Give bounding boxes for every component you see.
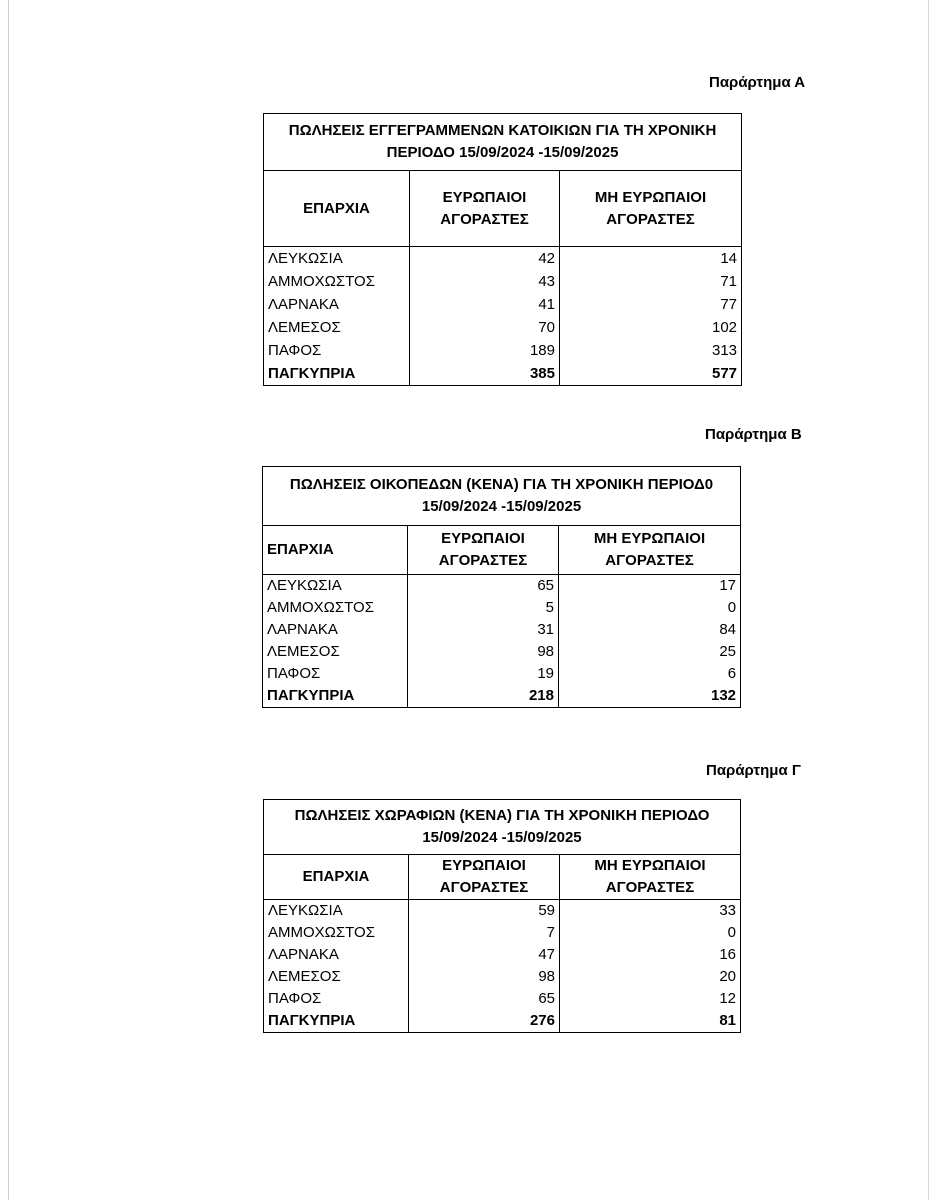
eu-count-cell: 98 <box>409 966 560 988</box>
eu-count-cell: 19 <box>408 663 559 685</box>
annex-c-label: Παράρτημα Γ <box>706 762 801 779</box>
district-cell: ΑΜΜΟΧΩΣΤΟΣ <box>264 270 410 293</box>
column-header-eu-buyers: ΕΥΡΩΠΑΙΟΙ ΑΓΟΡΑΣΤΕΣ <box>409 855 560 900</box>
annex-c-table <box>263 799 741 1033</box>
column-header-district: ΕΠΑΡΧΙΑ <box>264 855 409 900</box>
district-cell: ΛΕΥΚΩΣΙΑ <box>264 247 410 271</box>
annex-a-title: ΠΩΛΗΣΕΙΣ ΕΓΓΕΓΡΑΜΜΕΝΩΝ ΚΑΤΟΙΚΙΩΝ ΓΙΑ ΤΗ ΧΡΟΝΙΚΗ ΠΕΡΙΟΔΟ 15/09/2024 -15/09/2025 <box>264 114 742 171</box>
eu-count-cell: 65 <box>408 575 559 598</box>
eu-count-cell: 7 <box>409 922 560 944</box>
district-cell: ΠΑΦΟΣ <box>264 988 409 1010</box>
eu-count-cell: 43 <box>410 270 560 293</box>
non-eu-count-cell: 0 <box>559 597 741 619</box>
column-header-eu-buyers: ΕΥΡΩΠΑΙΟΙ ΑΓΟΡΑΣΤΕΣ <box>410 171 560 247</box>
non-eu-count-cell: 14 <box>560 247 742 271</box>
table-row <box>264 316 742 339</box>
non-eu-count-cell: 33 <box>560 900 741 923</box>
eu-count-cell: 70 <box>410 316 560 339</box>
eu-count-cell: 31 <box>408 619 559 641</box>
table-title-row <box>263 467 741 526</box>
total-non-eu-cell: 81 <box>560 1010 741 1033</box>
column-header-non-eu-buyers: ΜΗ ΕΥΡΩΠΑΙΟΙ ΑΓΟΡΑΣΤΕΣ <box>560 855 741 900</box>
column-header-non-eu-buyers: ΜΗ ΕΥΡΩΠΑΙΟΙ ΑΓΟΡΑΣΤΕΣ <box>560 171 742 247</box>
table-row <box>263 619 741 641</box>
non-eu-count-cell: 313 <box>560 339 742 362</box>
annex-a-table <box>263 113 742 386</box>
district-cell: ΑΜΜΟΧΩΣΤΟΣ <box>263 597 408 619</box>
total-eu-cell: 385 <box>410 362 560 386</box>
district-cell: ΛΕΥΚΩΣΙΑ <box>263 575 408 598</box>
table-row <box>264 247 742 271</box>
total-label-cell: ΠΑΓΚΥΠΡΙΑ <box>263 685 408 708</box>
eu-count-cell: 189 <box>410 339 560 362</box>
eu-count-cell: 65 <box>409 988 560 1010</box>
column-header-eu-buyers: ΕΥΡΩΠΑΙΟΙ ΑΓΟΡΑΣΤΕΣ <box>408 526 559 575</box>
table-row <box>264 270 742 293</box>
non-eu-count-cell: 0 <box>560 922 741 944</box>
table-row <box>263 575 741 598</box>
district-cell: ΛΕΜΕΣΟΣ <box>263 641 408 663</box>
table-header-row <box>264 171 742 247</box>
table-row <box>264 293 742 316</box>
table-total-row <box>264 362 742 386</box>
table-header-row <box>263 526 741 575</box>
table-title-row <box>264 114 742 171</box>
annex-b-label: Παράρτημα Β <box>705 426 802 443</box>
non-eu-count-cell: 71 <box>560 270 742 293</box>
non-eu-count-cell: 17 <box>559 575 741 598</box>
non-eu-count-cell: 77 <box>560 293 742 316</box>
table-row <box>263 597 741 619</box>
table-row <box>264 922 741 944</box>
district-cell: ΛΕΜΕΣΟΣ <box>264 316 410 339</box>
district-cell: ΠΑΦΟΣ <box>263 663 408 685</box>
eu-count-cell: 5 <box>408 597 559 619</box>
total-label-cell: ΠΑΓΚΥΠΡΙΑ <box>264 362 410 386</box>
district-cell: ΛΕΥΚΩΣΙΑ <box>264 900 409 923</box>
column-header-non-eu-buyers: ΜΗ ΕΥΡΩΠΑΙΟΙ ΑΓΟΡΑΣΤΕΣ <box>559 526 741 575</box>
annex-b-table <box>262 466 741 708</box>
district-cell: ΛΑΡΝΑΚΑ <box>263 619 408 641</box>
district-cell: ΑΜΜΟΧΩΣΤΟΣ <box>264 922 409 944</box>
table-row <box>263 641 741 663</box>
total-eu-cell: 276 <box>409 1010 560 1033</box>
table-row <box>264 339 742 362</box>
table-row <box>264 944 741 966</box>
eu-count-cell: 41 <box>410 293 560 316</box>
total-eu-cell: 218 <box>408 685 559 708</box>
eu-count-cell: 59 <box>409 900 560 923</box>
non-eu-count-cell: 84 <box>559 619 741 641</box>
non-eu-count-cell: 20 <box>560 966 741 988</box>
annex-b-title: ΠΩΛΗΣΕΙΣ ΟΙΚΟΠΕΔΩΝ (ΚΕΝΑ) ΓΙΑ ΤΗ ΧΡΟΝΙΚΗ ΠΕΡΙΟΔ0 15/09/2024 -15/09/2025 <box>263 467 741 526</box>
non-eu-count-cell: 102 <box>560 316 742 339</box>
annex-a-label: Παράρτημα Α <box>709 74 806 91</box>
table-header-row <box>264 855 741 900</box>
table-row <box>263 663 741 685</box>
table-row <box>264 966 741 988</box>
total-non-eu-cell: 132 <box>559 685 741 708</box>
table-total-row <box>263 685 741 708</box>
column-header-district: ΕΠΑΡΧΙΑ <box>263 526 408 575</box>
non-eu-count-cell: 12 <box>560 988 741 1010</box>
district-cell: ΛΑΡΝΑΚΑ <box>264 944 409 966</box>
district-cell: ΠΑΦΟΣ <box>264 339 410 362</box>
district-cell: ΛΕΜΕΣΟΣ <box>264 966 409 988</box>
eu-count-cell: 42 <box>410 247 560 271</box>
table-title-row <box>264 800 741 855</box>
district-cell: ΛΑΡΝΑΚΑ <box>264 293 410 316</box>
eu-count-cell: 47 <box>409 944 560 966</box>
non-eu-count-cell: 16 <box>560 944 741 966</box>
eu-count-cell: 98 <box>408 641 559 663</box>
total-non-eu-cell: 577 <box>560 362 742 386</box>
page-edge-right <box>928 0 929 1200</box>
page-edge-left <box>8 0 9 1200</box>
total-label-cell: ΠΑΓΚΥΠΡΙΑ <box>264 1010 409 1033</box>
table-row <box>264 988 741 1010</box>
annex-c-title: ΠΩΛΗΣΕΙΣ ΧΩΡΑΦΙΩΝ (ΚΕΝΑ) ΓΙΑ ΤΗ ΧΡΟΝΙΚΗ ΠΕΡΙΟΔΟ 15/09/2024 -15/09/2025 <box>264 800 741 855</box>
table-total-row <box>264 1010 741 1033</box>
table-row <box>264 900 741 923</box>
column-header-district: ΕΠΑΡΧΙΑ <box>264 171 410 247</box>
non-eu-count-cell: 6 <box>559 663 741 685</box>
non-eu-count-cell: 25 <box>559 641 741 663</box>
